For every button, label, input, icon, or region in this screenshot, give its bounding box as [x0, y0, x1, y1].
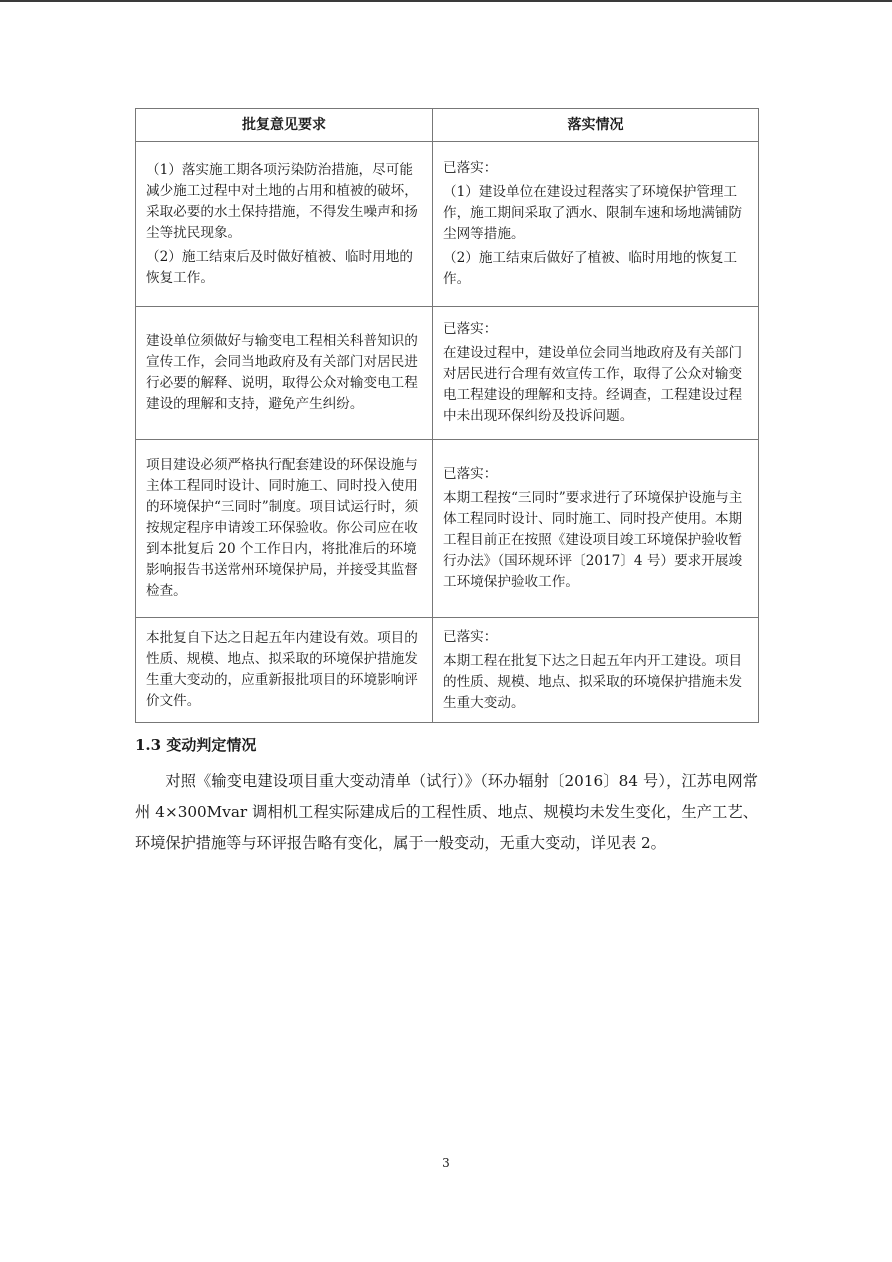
requirement-cell	[136, 440, 433, 618]
implementation-text: 在建设过程中，建设单位会同当地政府及有关部门对居民进行合理有效宣传工作，取得了公众对输变电工程建设的理解和支持。经调查，工程建设过程中未出现环保纠纷及投诉问题。	[443, 345, 743, 424]
requirement-text: （1）落实施工期各项污染防治措施，尽可能减少施工过程中对土地的占用和植被的破坏，采取必要的水土保持措施，不得发生噪声和扬尘等扰民现象。	[146, 161, 418, 241]
table-row	[136, 440, 759, 618]
implementation-cell	[433, 440, 759, 618]
implementation-cell	[433, 618, 759, 723]
header-implementation-status: 落实情况	[433, 109, 759, 142]
page-top-border	[0, 0, 892, 2]
table-row	[136, 618, 759, 723]
table-row	[136, 142, 759, 307]
approval-requirements-table	[135, 108, 759, 723]
requirement-text: 项目建设必须严格执行配套建设的环保设施与主体工程同时设计、同时施工、同时投入使用的环境保护“三同时”制度。项目试运行时，须按规定程序申请竣工环保验收。你公司应在收到本批复后 20 个工作日内，将批准后的环境影响报告书送常州环境保护局，并接受其监督检查。	[146, 457, 419, 599]
implementation-status-label: 已落实：	[443, 321, 498, 337]
implementation-text: 本期工程在批复下达之日起五年内开工建设。项目的性质、规模、地点、拟采取的环境保护措施未发生重大变动。	[443, 652, 743, 711]
implementation-cell	[433, 142, 759, 307]
implementation-status-label: 已落实：	[443, 466, 498, 482]
implementation-status-label: 已落实：	[443, 628, 498, 645]
requirement-cell	[136, 618, 433, 723]
header-approval-requirements: 批复意见要求	[136, 109, 433, 142]
section-heading: 1.3 变动判定情况	[135, 736, 257, 754]
table-row	[136, 307, 759, 440]
requirement-text: （2）施工结束后及时做好植被、临时用地的恢复工作。	[146, 248, 413, 286]
implementation-text: （2）施工结束后做好了植被、临时用地的恢复工作。	[443, 250, 738, 287]
requirement-text: 本批复自下达之日起五年内建设有效。项目的性质、规模、地点、拟采取的环境保护措施发生重大变动的，应重新报批项目的环境影响评价文件。	[146, 630, 418, 709]
implementation-text: （1）建设单位在建设过程落实了环境保护管理工作，施工期间采取了洒水、限制车速和场地满铺防尘网等措施。	[443, 184, 743, 242]
body-paragraph: 对照《输变电建设项目重大变动清单（试行）》（环办辐射〔2016〕84 号），江苏电网常州 4×300Mvar 调相机工程实际建成后的工程性质、地点、规模均未发生变化，生产工艺、环境保护措施等与环评报告略有变化，属于一般变动，无重大变动，详见表 2。	[135, 772, 758, 852]
implementation-text: 本期工程按“三同时”要求进行了环境保护设施与主体工程同时设计、同时施工、同时投产使用。本期工程目前正在按照《建设项目竣工环境保护验收暂行办法》（国环规环评〔2017〕4 号）要求开展竣工环境保护验收工作。	[443, 490, 743, 590]
requirement-cell	[136, 307, 433, 440]
table-header-row	[136, 109, 759, 142]
requirement-text: 建设单位须做好与输变电工程相关科普知识的宣传工作，会同当地政府及有关部门对居民进行必要的解释、说明，取得公众对输变电工程建设的理解和支持，避免产生纠纷。	[146, 333, 418, 412]
implementation-cell	[433, 307, 759, 440]
implementation-status-label: 已落实：	[443, 160, 498, 176]
page-number: 3	[442, 1156, 450, 1170]
requirement-cell	[136, 142, 433, 307]
